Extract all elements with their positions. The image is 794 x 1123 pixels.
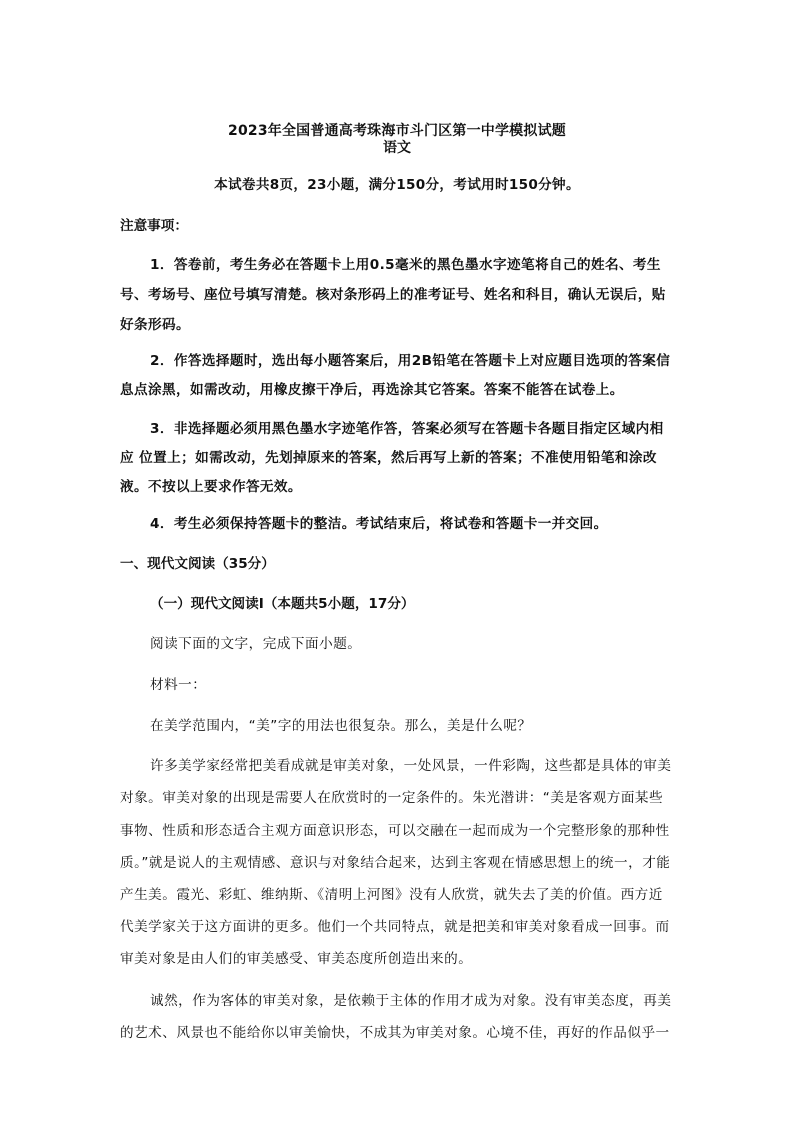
notice-line: 3．非选择题必须用黑色墨水字迹笔作答，答案必须写在答题卡各题目指定区域内相 [150,421,664,437]
notice-line: 应 位置上；如需改动，先划掉原来的答案，然后再写上新的答案；不准使用铅笔和涂改 [120,450,657,466]
paragraph-line: 在美学范围内，“美”字的用法也很复杂。那么，美是什么呢？ [150,718,532,734]
exam-title: 2023年全国普通高考珠海市斗门区第一中学模拟试题 [228,123,566,139]
notice-line: 2．作答选择题时，选出每小题答案后，用2B铅笔在答题卡上对应题目选项的答案信 [150,353,671,369]
paragraph-line: 质。”就是说人的主观情感、意识与对象结合起来，达到主客观在情感思想上的统一，才能 [120,855,671,871]
paragraph-line: 审美对象是由人们的审美感受、审美态度所创造出来的。 [120,951,473,967]
notice-line: 息点涂黑，如需改动，用橡皮擦干净后，再选涂其它答案。答案不能答在试卷上。 [120,382,624,398]
paragraph-line: 代美学家关于这方面讲的更多。他们一个共同特点，就是把美和审美对象看成一回事。而 [120,919,670,935]
notice-line: 4．考生必须保持答题卡的整洁。考试结束后，将试卷和答题卡一并交回。 [150,516,608,532]
notice-line: 好条形码。 [120,317,190,333]
notice-heading: 注意事项： [120,218,188,234]
paragraph-line: 产生美。霞光、彩虹、维纳斯、《清明上河图》没有人欣赏，就失去了美的价值。西方近 [120,887,663,903]
paragraph-line: 诚然，作为客体的审美对象，是依赖于主体的作用才成为对象。没有审美态度，再美 [150,993,672,1009]
material-label: 材料一： [150,677,207,693]
notice-line: 号、考场号、座位号填写清楚。核对条形码上的准考证号、姓名和科目，确认无误后，贴 [120,287,666,303]
subject-title: 语文 [383,140,411,156]
paragraph-line: 事物、性质和形态适合主观方面意识形态，可以交融在一起而成为一个完整形象的那种性 [120,823,670,839]
exam-info: 本试卷共8页，23小题，满分150分，考试用时150分钟。 [214,177,580,193]
paragraph-line: 许多美学家经常把美看成就是审美对象，一处风景，一件彩陶，这些都是具体的审美 [150,758,672,774]
notice-line: 1．答卷前，考生务必在答题卡上用0.5毫米的黑色墨水字迹笔将自己的姓名、考生 [150,257,661,273]
section-subheading: （一）现代文阅读Ⅰ（本题共5小题，17分） [150,596,415,612]
notice-line: 液。不按以上要求作答无效。 [120,479,302,495]
instruction-text: 阅读下面的文字，完成下面小题。 [150,636,362,652]
paragraph-line: 对象。审美对象的出现是需要人在欣赏时的一定条件的。朱光潜讲：“美是客观方面某些 [120,790,664,806]
section-heading: 一、现代文阅读（35分） [120,556,275,572]
paragraph-line: 的艺术、风景也不能给你以审美愉快，不成其为审美对象。心境不佳，再好的作品似乎一 [120,1025,670,1041]
